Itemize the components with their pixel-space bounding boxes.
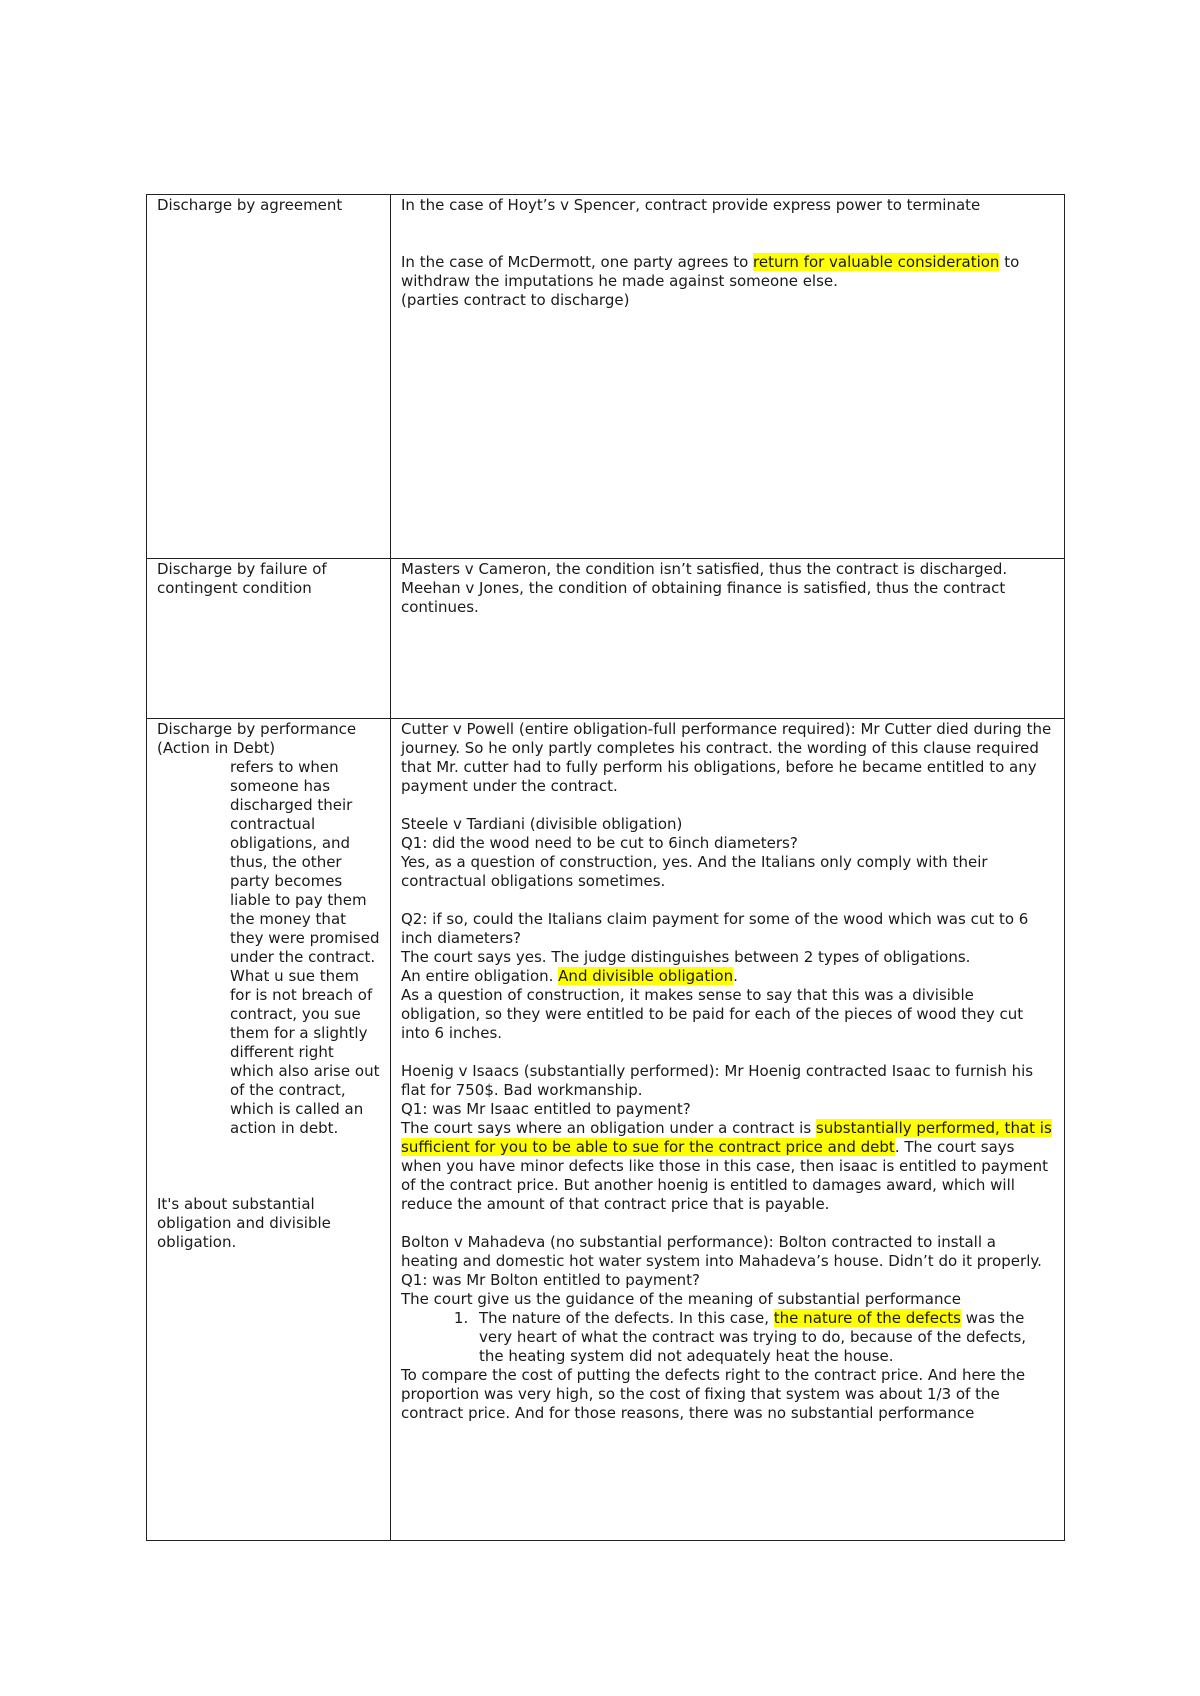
row-label: Discharge by failure of contingent condition <box>157 560 327 597</box>
row-label-cell <box>147 195 391 559</box>
row-discharge-by-performance <box>147 719 1065 1541</box>
row-content-cell <box>391 195 1065 559</box>
paragraph: The court give us the guidance of the meaning of substantial performance <box>401 1290 961 1308</box>
case-meehan: Meehan v Jones, the condition of obtaining finance is satisfied, thus the contract continues. <box>401 579 1006 616</box>
row-sublabel: (Action in Debt) <box>157 739 276 757</box>
definition-text: refers to when someone has discharged their contractual obligations, and thus, the other party becomes liable to pay them the money that they were promised under the contract. What u sue them for is not breach of contract, you sue them for a slightly different right which also arise out of the contract, which is called an action in debt. <box>230 758 380 1137</box>
paragraph: As a question of construction, it makes sense to say that this was a divisible obligation, so they were entitled to be paid for each of the pieces of wood they cut into 6 inches. <box>401 986 1024 1042</box>
case-masters: Masters v Cameron, the condition isn’t satisfied, thus the contract is discharged. <box>401 560 1008 578</box>
row-discharge-by-failure <box>147 559 1065 719</box>
case-bolton-title: Bolton v Mahadeva (no substantial performance): Bolton contracted to install a heating and domestic hot water system into Mahadeva’s house. Didn’t do it properly. <box>401 1233 1042 1270</box>
question: Q1: was Mr Isaac entitled to payment? <box>401 1100 691 1118</box>
row-label: Discharge by agreement <box>157 196 343 214</box>
case-cutter: Cutter v Powell (entire obligation-full performance required): Mr Cutter died during the journey. So he only partly completes his contract. the wording of this clause required that Mr. cutter had to fully perform his obligations, before he became entitled to any payment under the contract. <box>401 720 1052 795</box>
paragraph: To compare the cost of putting the defects right to the contract price. And here the proportion was very high, so the cost of fixing that system was about 1/3 of the contract price. And for those reasons, there was no substantial performance <box>401 1366 1026 1422</box>
question: Q1: did the wood need to be cut to 6inch diameters? <box>401 834 798 852</box>
question: Q2: if so, could the Italians claim payment for some of the wood which was cut to 6 inch diameters? <box>401 910 1029 947</box>
case-hoyts: In the case of Hoyt’s v Spencer, contract provide express power to terminate <box>401 196 981 214</box>
paragraph: An entire obligation. And divisible obligation. <box>401 967 738 985</box>
case-steele-title: Steele v Tardiani (divisible obligation) <box>401 815 683 833</box>
list-item: 1. The nature of the defects. In this case, the nature of the defects was the very heart of what the contract was trying to do, because of the defects, the heating system did not adequately heat the house. <box>473 1309 1054 1366</box>
row-label-cell <box>147 559 391 719</box>
row-label-cell <box>147 719 391 1541</box>
highlight: substantially performed, that is sufficient for you to be able to sue for the contract price and debt <box>401 1119 1052 1156</box>
case-mcdermott: In the case of McDermott, one party agrees to return for valuable consideration to withdraw the imputations he made against someone else. <box>401 253 1020 290</box>
row-content-cell <box>391 559 1065 719</box>
note: (parties contract to discharge) <box>401 291 630 309</box>
summary-text: It's about substantial obligation and divisible obligation. <box>157 1195 331 1251</box>
answer: Yes, as a question of construction, yes. And the Italians only comply with their contractual obligations sometimes. <box>401 853 988 890</box>
notes-table <box>146 194 1065 1541</box>
row-content-cell <box>391 719 1065 1541</box>
paragraph: The court says yes. The judge distinguishes between 2 types of obligations. <box>401 948 971 966</box>
highlight: And divisible obligation <box>558 967 734 985</box>
row-label: Discharge by performance <box>157 720 357 738</box>
paragraph: The court says where an obligation under a contract is substantially performed, that is sufficient for you to be able to sue for the contract price and debt. The court says when you have minor defects like those in this case, then isaac is entitled to payment of the contract price. But another hoenig is entitled to damages award, which will reduce the amount of that contract price that is payable. <box>401 1119 1052 1213</box>
case-hoenig-title: Hoenig v Isaacs (substantially performed): Mr Hoenig contracted Isaac to furnish his flat for 750$. Bad workmanship. <box>401 1062 1034 1099</box>
numbered-list <box>401 1309 1054 1366</box>
row-discharge-by-agreement <box>147 195 1065 559</box>
highlight: the nature of the defects <box>773 1309 961 1327</box>
question: Q1: was Mr Bolton entitled to payment? <box>401 1271 701 1289</box>
highlight: return for valuable consideration <box>753 253 1000 271</box>
